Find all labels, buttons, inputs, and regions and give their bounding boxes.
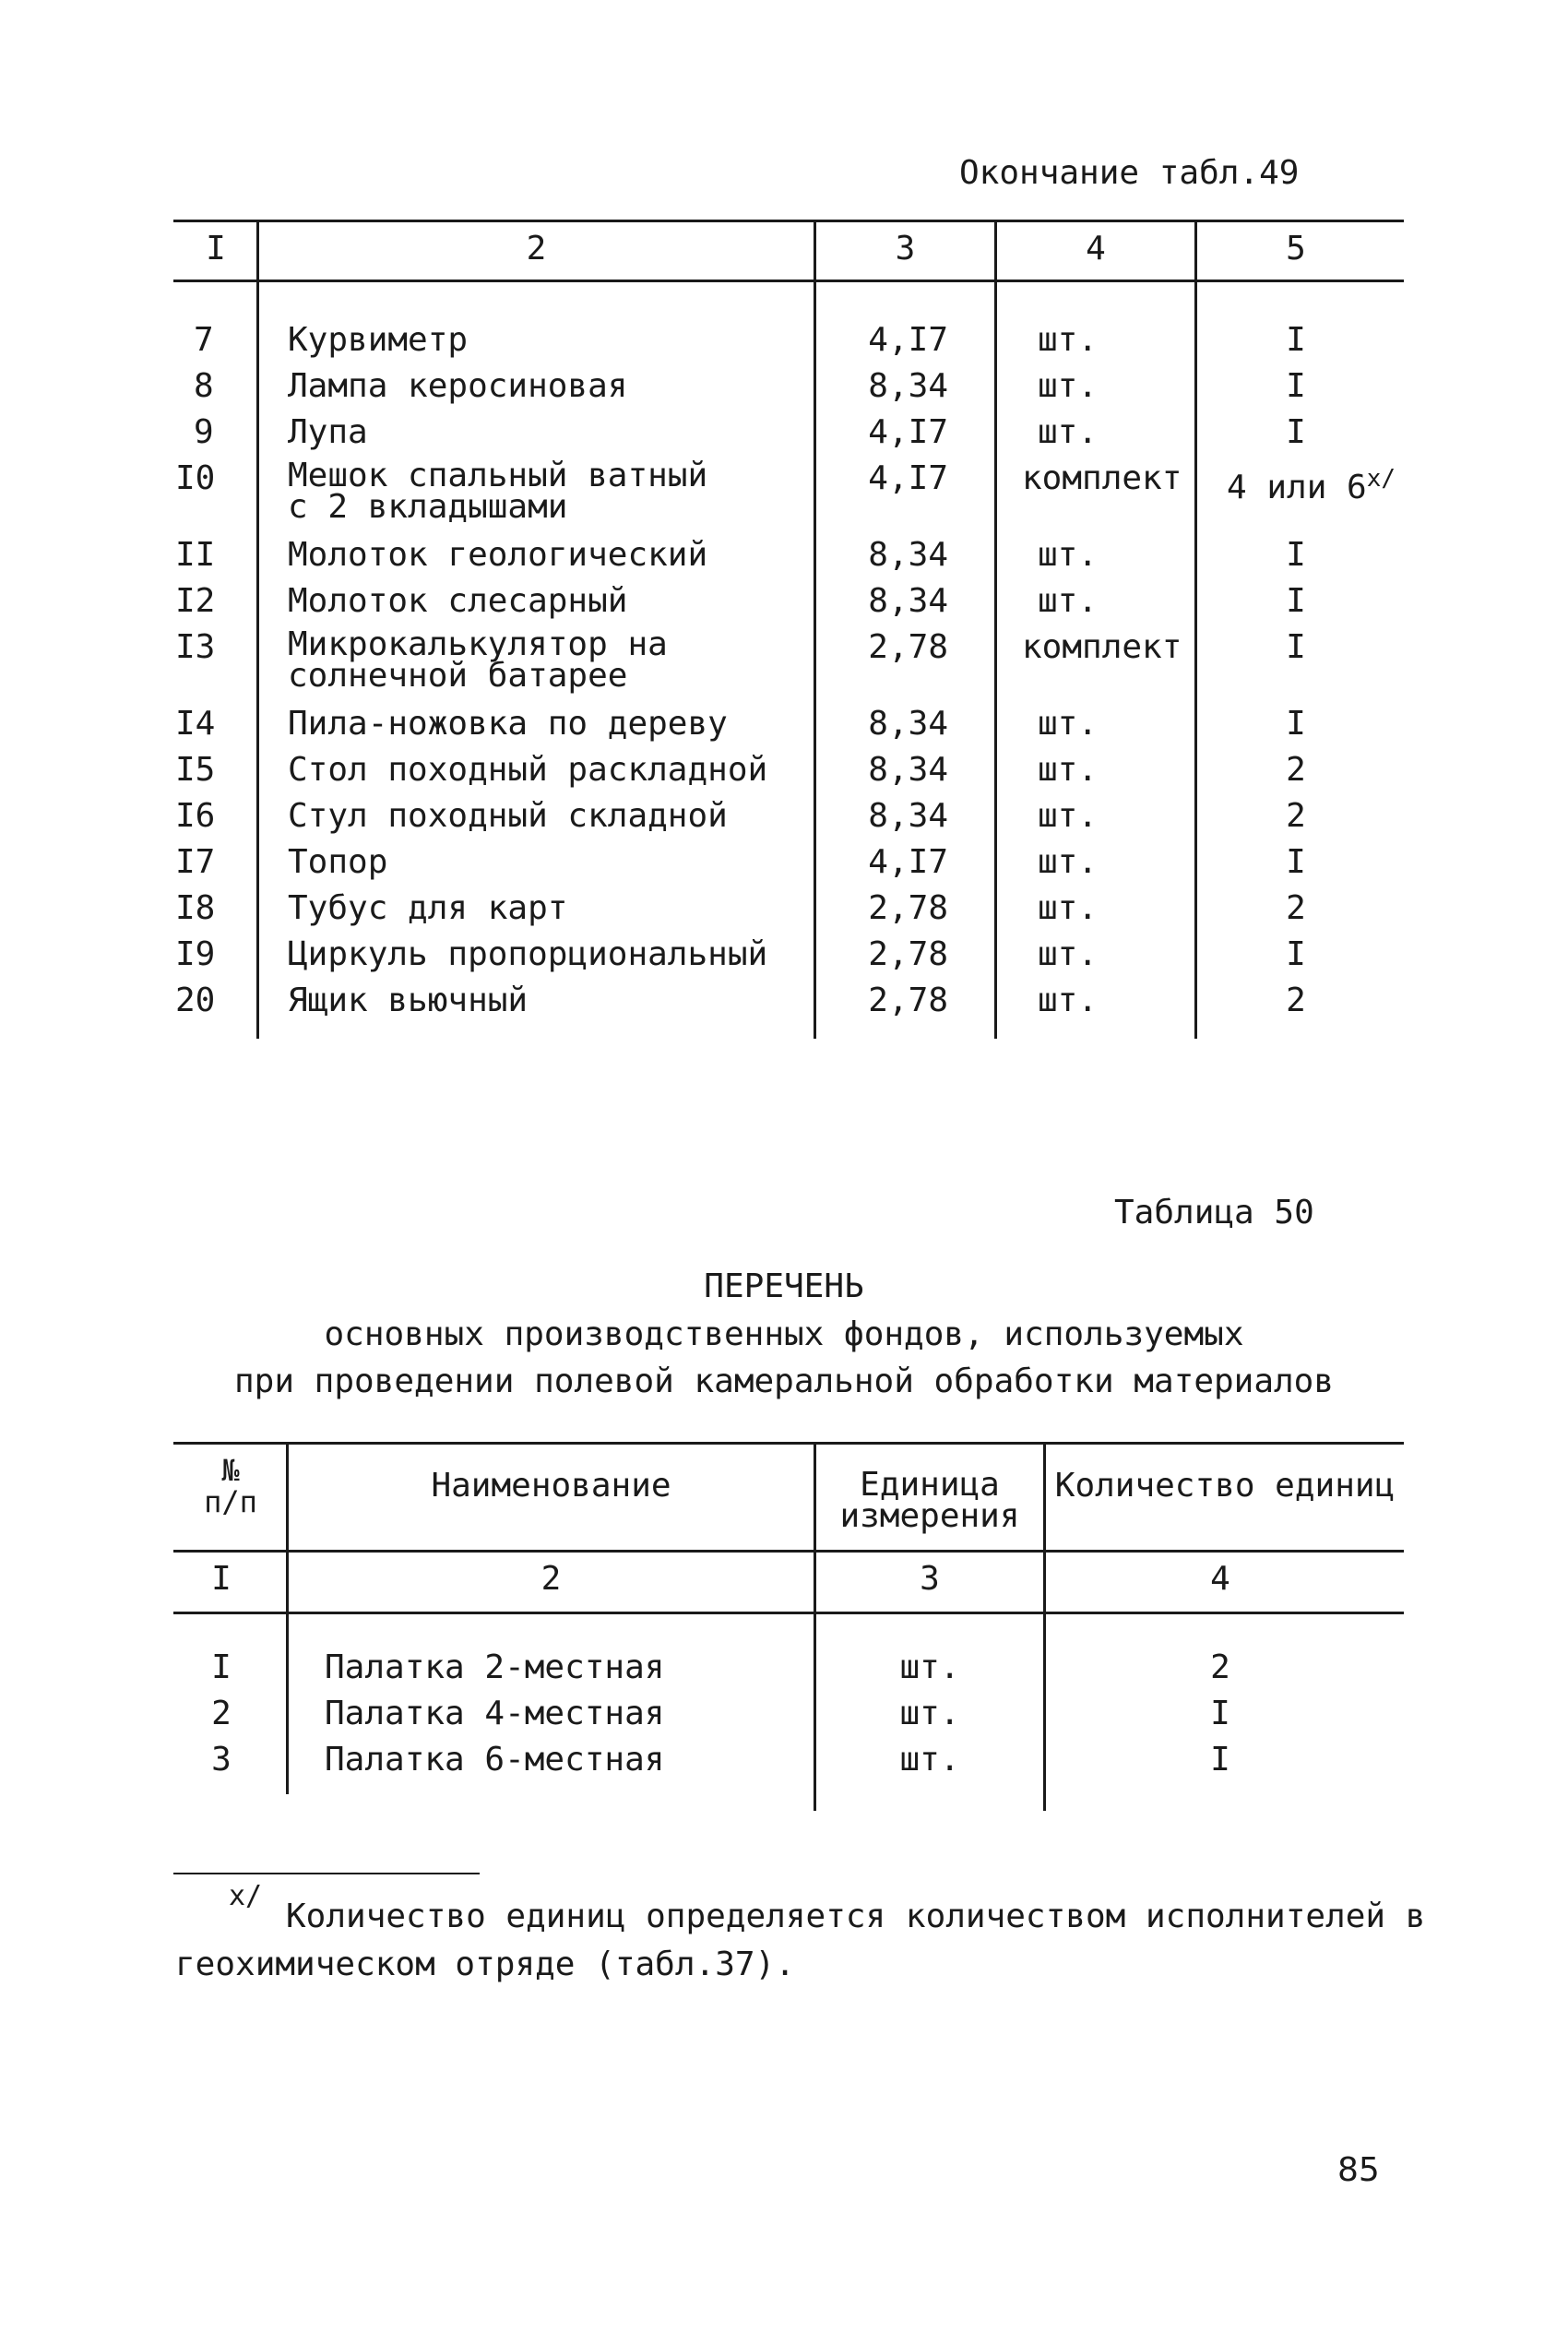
table49-col-divider-3 [994, 220, 997, 1039]
item-unit: шт. [899, 1648, 960, 1686]
item-name: Лупа [288, 413, 368, 451]
item-qty: I [1286, 935, 1306, 973]
item-name: Стул походный складной [288, 797, 728, 835]
item-value: 2,78 [868, 982, 948, 1019]
table49-colnum-4: 4 [1086, 230, 1106, 268]
footnote-marker: x/ [229, 1880, 263, 1912]
item-unit: шт. [1038, 843, 1099, 881]
item-value: 2,78 [868, 628, 948, 666]
item-value: 4,I7 [868, 843, 948, 881]
item-unit: шт. [1038, 367, 1099, 405]
item-value: 2,78 [868, 935, 948, 973]
item-name: Пила-ножовка по дереву [288, 705, 728, 743]
item-unit: шт. [1038, 889, 1099, 927]
item-qty-value: 4 или 6 [1227, 469, 1367, 506]
item-name: Палатка 4-местная [325, 1695, 665, 1732]
item-qty: I [1210, 1741, 1230, 1779]
item-unit: шт. [1038, 797, 1099, 835]
table50-header-name: Наименование [431, 1467, 671, 1505]
row-number: 20 [175, 982, 216, 1019]
item-unit: шт. [1038, 705, 1099, 743]
row-number: I3 [175, 628, 216, 666]
row-number: I0 [175, 459, 216, 497]
table49-header-rule [173, 280, 1404, 282]
table50-top-rule [173, 1442, 1404, 1445]
item-value: 8,34 [868, 536, 948, 574]
item-unit: шт. [1038, 582, 1099, 620]
item-qty: I [1286, 413, 1306, 451]
row-number: I [211, 1648, 232, 1686]
table50-header-unit: Единица измерения [839, 1466, 1020, 1535]
item-name: Мешок спальный ватный с 2 вкладышами [288, 457, 708, 526]
table50-colnum-2: 2 [540, 1560, 562, 1598]
item-qty [1227, 460, 1396, 506]
table50-colnum-rule [173, 1612, 1404, 1614]
row-number: I6 [175, 797, 216, 835]
table49-top-rule [173, 220, 1404, 222]
table50-subtitle-line2: при проведении полевой камеральной обработки материалов [233, 1362, 1335, 1400]
item-value: 4,I7 [868, 321, 948, 359]
item-qty: I [1286, 367, 1306, 405]
item-name: Молоток геологический [288, 536, 708, 574]
item-qty: I [1210, 1695, 1230, 1732]
item-name: Курвиметр [288, 321, 469, 359]
footnote-line2: геохимическом отряде (табл.37). [175, 1945, 795, 1983]
item-unit: шт. [1038, 536, 1099, 574]
item-name: Тубус для карт [288, 889, 568, 927]
row-number: I7 [175, 843, 216, 881]
item-value: 4,I7 [868, 413, 948, 451]
item-value: 4,I7 [868, 459, 948, 497]
table50-colnum-1: I [211, 1560, 232, 1598]
item-qty: I [1286, 843, 1306, 881]
item-qty: 2 [1286, 982, 1306, 1019]
table50-title: ПЕРЕЧЕНЬ [704, 1267, 864, 1305]
table50-header-rule [173, 1550, 1404, 1553]
row-number: I4 [175, 705, 216, 743]
page-number: 85 [1337, 2151, 1380, 2189]
footnote-line1: Количество единиц определяется количеством исполнителей в [286, 1898, 1426, 1935]
table49-col-divider-1 [256, 220, 259, 1039]
row-number: II [175, 536, 216, 574]
table49-colnum-1: I [206, 230, 226, 268]
footnote-rule [173, 1873, 480, 1874]
table50-colnum-4: 4 [1210, 1560, 1230, 1598]
table49-caption: Окончание табл.49 [959, 154, 1300, 192]
item-unit: шт. [1038, 751, 1099, 789]
item-qty: 2 [1210, 1648, 1230, 1686]
table50-label: Таблица 50 [1114, 1194, 1314, 1231]
row-number: 7 [194, 321, 214, 359]
row-number: I8 [175, 889, 216, 927]
row-number: 3 [211, 1741, 232, 1779]
item-unit: шт. [1038, 321, 1099, 359]
row-number: 9 [194, 413, 214, 451]
table50-header-qty: Количество единиц [1054, 1467, 1396, 1505]
item-qty: I [1286, 582, 1306, 620]
item-name: Лампа керосиновая [288, 367, 628, 405]
table49-colnum-2: 2 [526, 230, 547, 268]
item-qty: 2 [1286, 797, 1306, 835]
row-number: 2 [211, 1695, 232, 1732]
item-unit: шт. [1038, 413, 1099, 451]
item-qty: I [1286, 321, 1306, 359]
table50-colnum-3: 3 [920, 1560, 940, 1598]
item-unit: шт. [1038, 982, 1099, 1019]
item-unit: комплект [1022, 459, 1182, 497]
item-name: Микрокалькулятор на солнечной батарее [288, 625, 668, 695]
item-name: Молоток слесарный [288, 582, 628, 620]
item-name: Палатка 2-местная [325, 1648, 665, 1686]
item-unit: шт. [1038, 935, 1099, 973]
item-unit: комплект [1022, 628, 1182, 666]
table50-subtitle-line1: основных производственных фондов, используемых [324, 1315, 1244, 1353]
item-value: 8,34 [868, 582, 948, 620]
item-name: Топор [288, 843, 388, 881]
row-number: 8 [194, 367, 214, 405]
item-name: Стол походный раскладной [288, 751, 768, 789]
item-unit: шт. [899, 1695, 960, 1732]
item-name: Ящик вьючный [288, 982, 529, 1019]
row-number: I9 [175, 935, 216, 973]
item-qty: 2 [1286, 751, 1306, 789]
item-value: 8,34 [868, 797, 948, 835]
item-qty: I [1286, 628, 1306, 666]
item-qty: 2 [1286, 889, 1306, 927]
item-value: 8,34 [868, 751, 948, 789]
row-number: I5 [175, 751, 216, 789]
item-value: 8,34 [868, 705, 948, 743]
table49-colnum-5: 5 [1286, 230, 1306, 268]
item-value: 8,34 [868, 367, 948, 405]
item-qty: I [1286, 705, 1306, 743]
table50-header-num: № п/п [204, 1453, 257, 1519]
item-name: Палатка 6-местная [325, 1741, 665, 1779]
item-name: Циркуль пропорциональный [288, 935, 768, 973]
item-unit: шт. [899, 1741, 960, 1779]
table49-colnum-3: 3 [895, 230, 916, 268]
item-qty: I [1286, 536, 1306, 574]
footnote-ref: x/ [1366, 465, 1396, 493]
item-value: 2,78 [868, 889, 948, 927]
row-number: I2 [175, 582, 216, 620]
